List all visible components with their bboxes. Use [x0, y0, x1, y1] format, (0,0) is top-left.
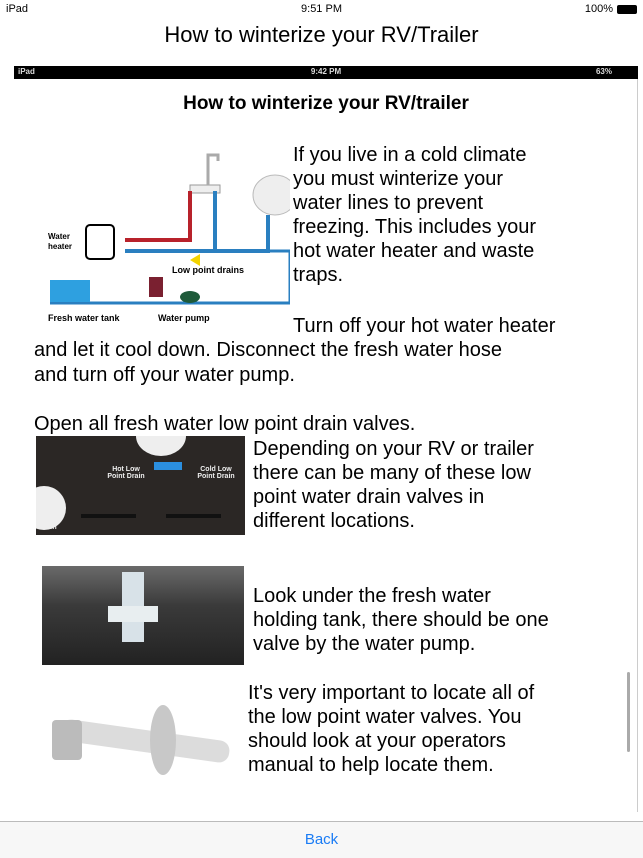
embedded-battery: 63% — [595, 67, 612, 76]
tank-valve-photo — [42, 566, 244, 665]
paragraph-1: If you live in a cold climate you must winterize your water lines to prevent freezing. This includes your hot water heater and waste traps. — [293, 144, 537, 286]
label-drains: Low point drains — [172, 265, 244, 275]
plumbing-diagram — [40, 135, 290, 325]
embedded-device: iPad — [18, 67, 35, 76]
paragraph-3: Open all fresh water low point drain valves. — [34, 413, 416, 435]
page-title: How to winterize your RV/Trailer — [164, 22, 479, 47]
status-battery: 100% — [584, 3, 613, 15]
label-heater: Water — [48, 232, 70, 241]
scrollbar[interactable] — [627, 672, 630, 752]
paragraph-2b: and let it cool down. Disconnect the fresh water hose — [34, 339, 503, 361]
drain-panel-photo: Hot Low Point Drain Cold Low Point Drain Flush — [36, 436, 245, 535]
embedded-status-bar — [14, 66, 638, 79]
battery-icon — [617, 5, 637, 14]
paragraph-2a: Turn off your hot water heater — [293, 315, 556, 337]
label-tank: Fresh water tank — [48, 313, 120, 323]
embedded-heading: How to winterize your RV/trailer — [183, 93, 469, 114]
label-pump: Water pump — [158, 313, 210, 323]
paragraph-5: Look under the fresh water holding tank, there should be one valve by the water pump. — [253, 585, 549, 655]
tutorial-image — [14, 66, 638, 812]
paragraph-4: Depending on your RV or trailer there can be many of these low point water drain valves in different locations. — [253, 438, 534, 532]
paragraph-6: It's very important to locate all of the low point water valves. You should look at your operators manual to help locate them. — [248, 682, 535, 776]
status-device: iPad — [6, 3, 29, 15]
svg-text:heater: heater — [48, 242, 73, 251]
status-time: 9:51 PM — [301, 3, 342, 15]
paragraph-2c: and turn off your water pump. — [34, 364, 295, 386]
embedded-time: 9:42 PM — [310, 67, 342, 76]
bottom-toolbar — [0, 821, 643, 858]
drain-valve-photo — [40, 690, 240, 790]
back-button[interactable]: Back — [304, 831, 339, 848]
